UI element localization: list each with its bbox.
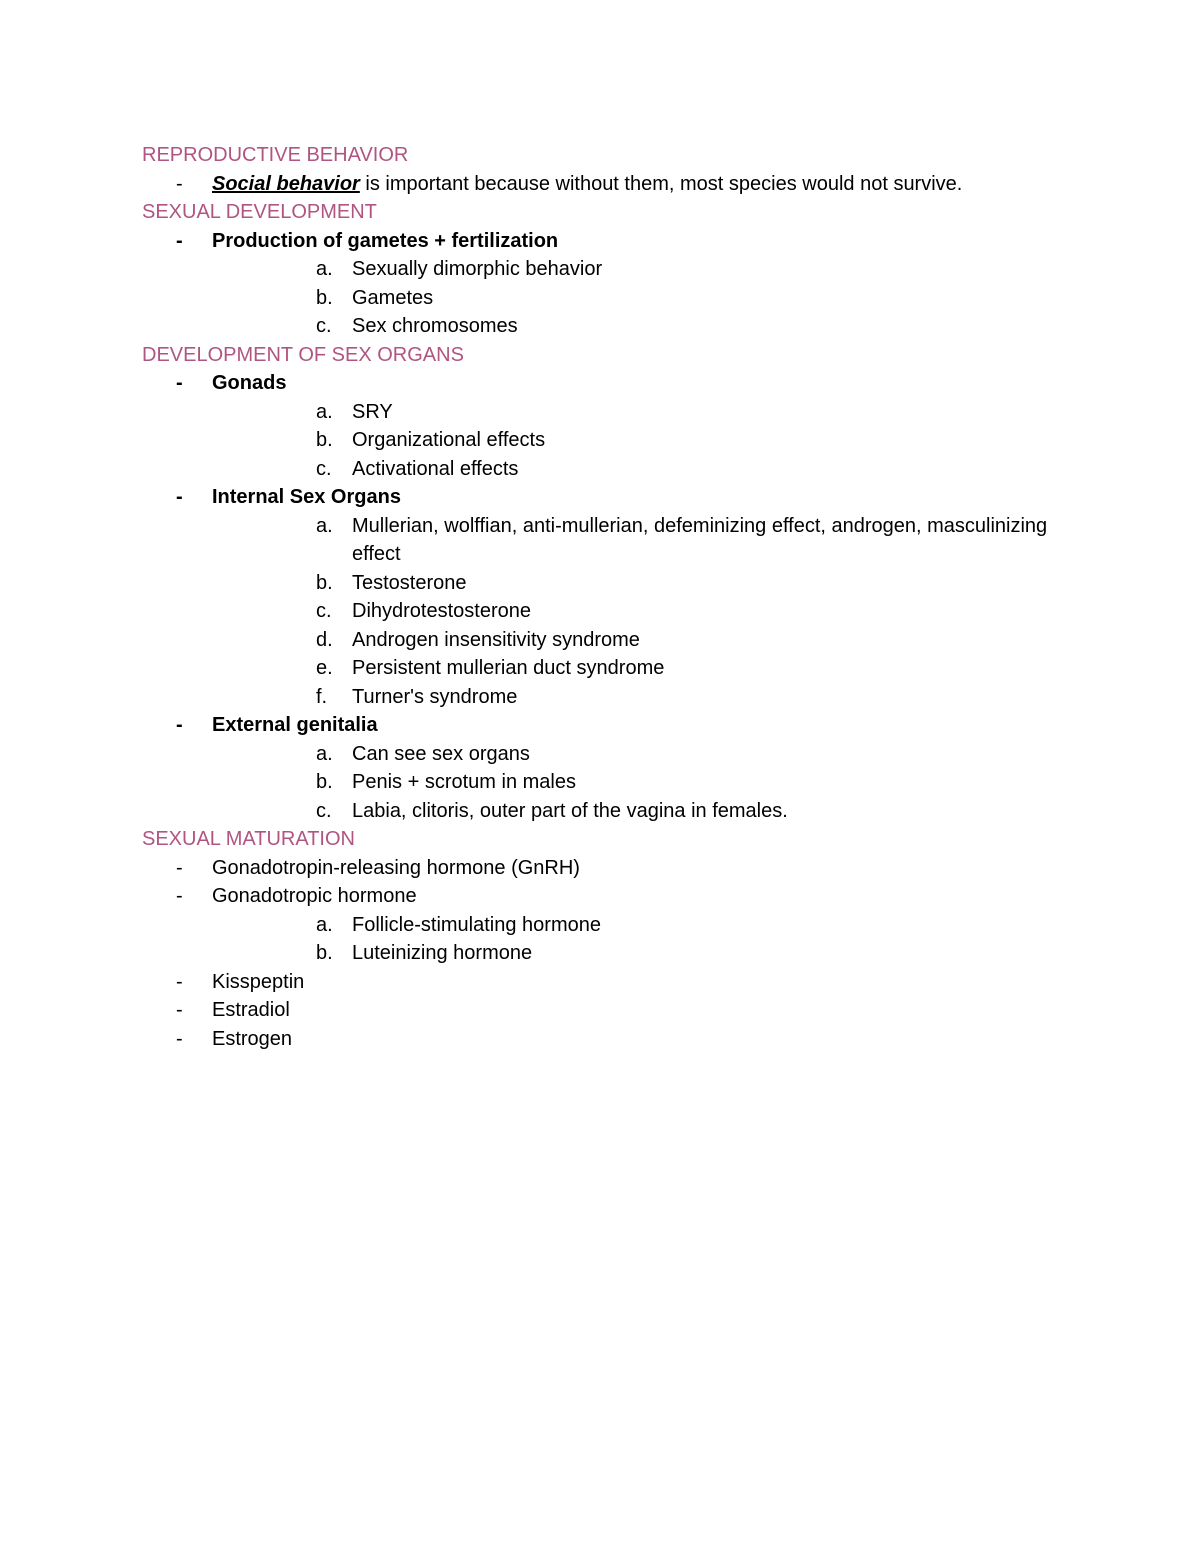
list-item [142,227,1060,341]
item-text: Estrogen [212,1027,293,1050]
sub-list [212,398,1060,484]
bullet-marker: - [176,372,183,394]
key-term: Social behavior [212,172,360,195]
sub-item [212,911,1060,940]
sub-marker: e. [316,657,333,679]
sub-item [212,597,1060,626]
bullet-marker: - [176,172,183,195]
sub-marker: b. [316,771,333,793]
sub-marker: c. [316,315,332,337]
section-heading-reproductive-behavior: REPRODUCTIVE BEHAVIOR [142,144,409,166]
item-label: Production of gametes + fertilization [212,229,559,252]
sub-item [212,398,1060,427]
sub-text: SRY [352,400,393,423]
sub-item [212,255,1060,284]
sub-item [212,768,1060,797]
sub-marker: b. [316,286,333,309]
item-text: Kisspeptin [212,970,305,993]
item-label: Internal Sex Organs [212,486,401,508]
sub-item [212,626,1060,655]
bullet-marker: - [176,229,183,252]
section-heading-development-of-sex-organs: DEVELOPMENT OF SEX ORGANS [142,343,464,366]
sub-marker: b. [316,942,333,964]
item-text: Gonadotropic hormone [212,885,417,907]
list-item [142,968,1060,997]
sub-text: Follicle-stimulating hormone [352,913,601,936]
bullet-marker: - [176,999,183,1021]
sub-list [212,512,1060,712]
bullet-marker: - [176,486,183,508]
sub-marker: d. [316,628,333,651]
sub-text: Luteinizing hormone [352,942,533,964]
sub-marker: c. [316,799,332,822]
sub-item [212,654,1060,683]
bullet-marker: - [176,714,183,736]
sub-marker: a. [316,742,333,765]
sub-text: Labia, clitoris, outer part of the vagina in females. [352,799,788,822]
item-text: is important because without them, most species would not survive. [359,172,963,195]
sub-list [212,911,1060,968]
list-item [142,1025,1060,1054]
sub-item [212,512,1060,569]
sub-marker: a. [316,913,333,936]
sub-marker: a. [316,514,333,537]
item-label: External genitalia [212,714,378,736]
sub-text: Can see sex organs [352,742,530,765]
bullet-marker: - [176,856,183,879]
sub-marker: b. [316,571,333,594]
bullet-list [142,227,1060,341]
list-item [142,483,1060,711]
sub-item [212,426,1060,455]
sub-text: Penis + scrotum in males [352,771,576,793]
sub-item [212,740,1060,769]
sub-marker: f. [316,685,328,708]
sub-list [212,740,1060,826]
sub-text: Testosterone [352,571,467,594]
sub-item [212,284,1060,313]
sub-item [212,455,1060,484]
sub-item [212,939,1060,968]
list-item [142,996,1060,1025]
list-item [142,882,1060,968]
sub-text: Sexually dimorphic behavior [352,258,603,280]
bullet-list [142,369,1060,825]
item-text: Estradiol [212,999,290,1021]
sub-text: Organizational effects [352,429,546,451]
list-item [142,369,1060,483]
item-label: Gonads [212,372,287,394]
sub-item [212,797,1060,826]
sub-text: Dihydrotestosterone [352,600,531,622]
item-text: Gonadotropin-releasing hormone (GnRH) [212,856,580,879]
sub-marker: c. [316,600,332,622]
bullet-marker: - [176,885,183,907]
sub-text: Androgen insensitivity syndrome [352,628,640,651]
bullet-list [142,170,1060,199]
sub-text: Mullerian, wolffian, anti-mullerian, defeminizing effect, androgen, masculinizing effect [352,514,1048,565]
list-item [142,711,1060,825]
bullet-marker: - [176,1027,183,1050]
sub-text: Persistent mullerian duct syndrome [352,657,665,679]
sub-text: Sex chromosomes [352,315,518,337]
section-heading-sexual-maturation: SEXUAL MATURATION [142,828,355,850]
sub-list [212,255,1060,341]
sub-item [212,683,1060,712]
sub-marker: a. [316,258,333,280]
sub-text: Gametes [352,286,434,309]
sub-text: Activational effects [352,457,519,480]
sub-marker: a. [316,400,333,423]
sub-marker: b. [316,429,333,451]
bullet-list [142,854,1060,1054]
bullet-marker: - [176,970,183,993]
sub-text: Turner's syndrome [352,685,518,708]
list-item [142,170,1060,199]
sub-item [212,569,1060,598]
list-item [142,854,1060,883]
sub-item [212,312,1060,341]
section-heading-sexual-development: SEXUAL DEVELOPMENT [142,201,377,223]
sub-marker: c. [316,457,332,480]
